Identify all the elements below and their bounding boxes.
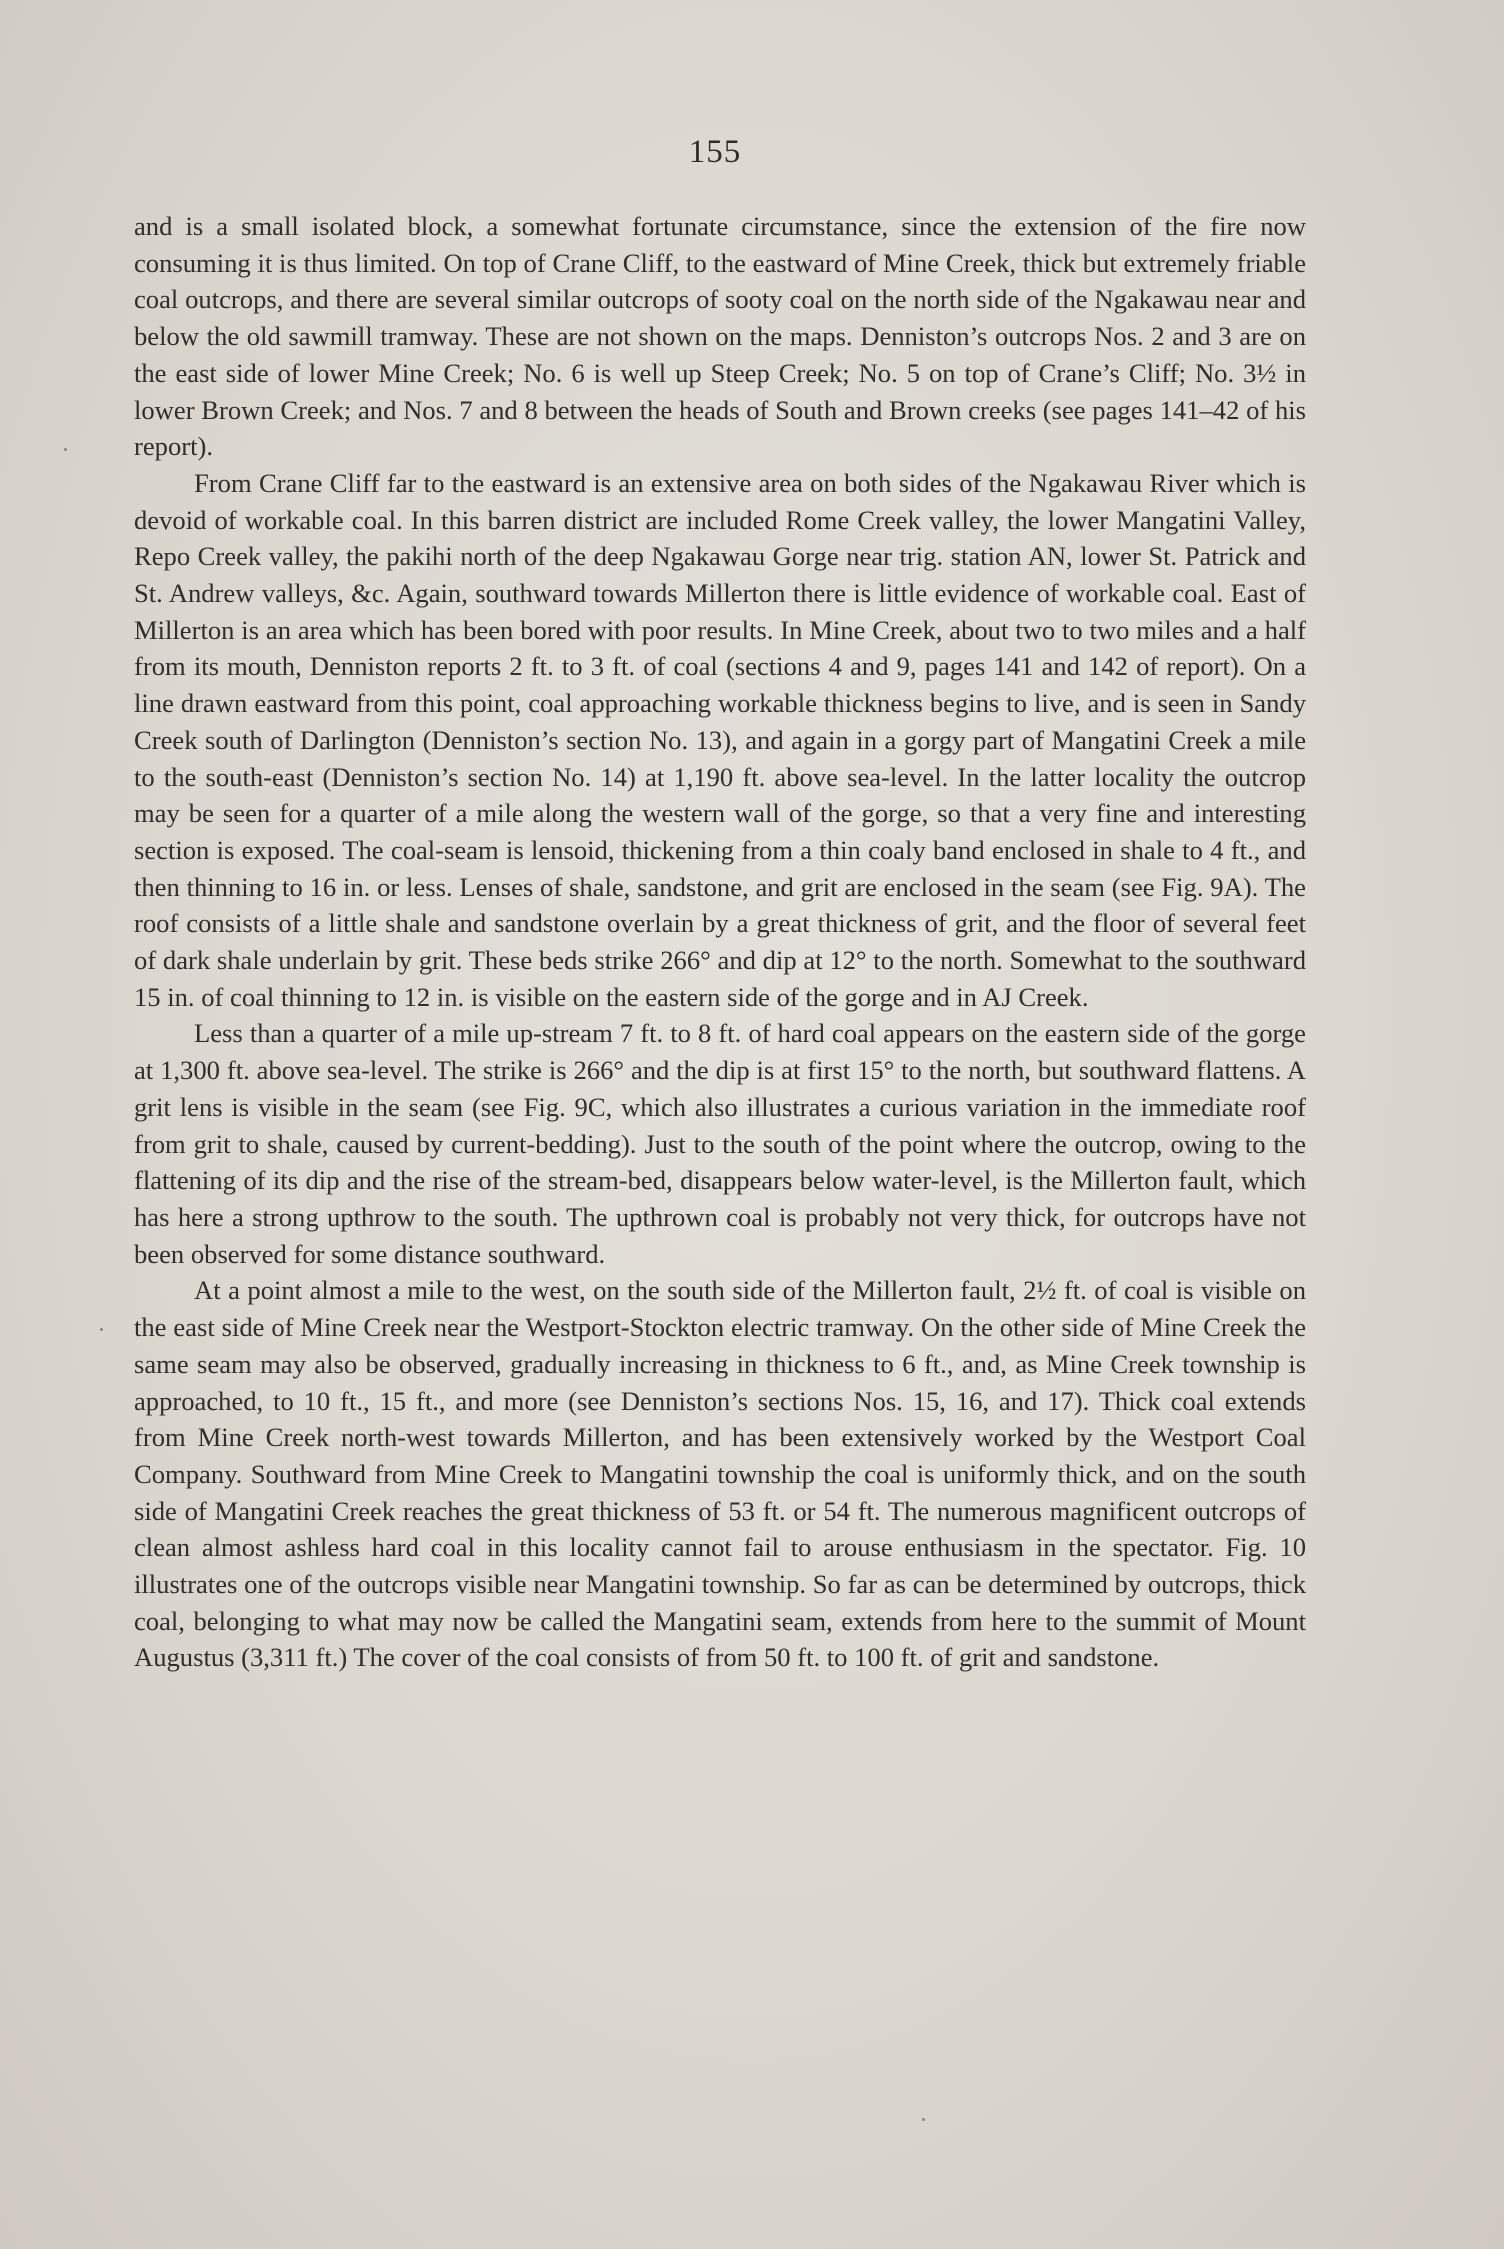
- paragraph-2: From Crane Cliff far to the eastward is an extensive area on both sides of the Ngakawau River which is devoid of workable coal. In this barren district are included Rome Creek valley, the lower Mangatini Valley, Repo Creek valley, the pakihi north of the deep Ngakawau Gorge near trig. station AN, lower St. Patrick and St. Andrew valleys, &c. Again, southward towards Millerton there is little evidence of workable coal. East of Millerton is an area which has been bored with poor results. In Mine Creek, about two to two miles and a half from its mouth, Denniston reports 2 ft. to 3 ft. of coal (sections 4 and 9, pages 141 and 142 of report). On a line drawn eastward from this point, coal approaching workable thickness begins to live, and is seen in Sandy Creek south of Darlington (Denniston’s section No. 13), and again in a gorgy part of Mangatini Creek a mile to the south-east (Denniston’s section No. 14) at 1,190 ft. above sea-level. In the latter locality the outcrop may be seen for a quarter of a mile along the western wall of the gorge, so that a very fine and interesting section is exposed. The coal-seam is lensoid, thickening from a thin coaly band enclosed in shale to 4 ft., and then thinning to 16 in. or less. Lenses of shale, sandstone, and grit are enclosed in the seam (see Fig. 9A). The roof consists of a little shale and sandstone overlain by a great thickness of grit, and the floor of several feet of dark shale underlain by grit. These beds strike 266° and dip at 12° to the north. Somewhat to the southward 15 in. of coal thinning to 12 in. is visible on the eastern side of the gorge and in AJ Creek.: [134, 467, 1306, 1012]
- paper-speck: [922, 2118, 925, 2121]
- page-number: 155: [688, 134, 742, 170]
- paragraph-1: and is a small isolated block, a somewhat fortunate circumstance, since the extension of the fire now consuming it is thus limited. On top of Crane Cliff, to the eastward of Mine Creek, thick but extremely friable coal outcrops, and there are several similar outcrops of sooty coal on the north side of the Ngakawau near and below the old sawmill tramway. These are not shown on the maps. Denniston’s outcrops Nos. 2 and 3 are on the east side of lower Mine Creek; No. 6 is well up Steep Creek; No. 5 on top of Crane’s Cliff; No. 3½ in lower Brown Creek; and Nos. 7 and 8 between the heads of South and Brown creeks (see pages 141–42 of his report).: [134, 211, 1306, 462]
- paper-speck: [64, 448, 67, 451]
- paragraph-4: At a point almost a mile to the west, on the south side of the Millerton fault, 2½ ft. of coal is visible on the east side of Mine Creek near the Westport-Stockton electric tramway. On the other side of Mine Creek the same seam may also be observed, gradually increasing in thickness to 6 ft., and, as Mine Creek township is approached, to 10 ft., 15 ft., and more (see Denniston’s sections Nos. 15, 16, and 17). Thick coal extends from Mine Creek north-west towards Millerton, and has been extensively worked by the Westport Coal Company. Southward from Mine Creek to Mangatini township the coal is uniformly thick, and on the south side of Mangatini Creek reaches the great thickness of 53 ft. or 54 ft. The numerous magnificent outcrops of clean almost ashless hard coal in this locality cannot fail to arouse enthusiasm in the spectator. Fig. 10 illustrates one of the outcrops visible near Mangatini township. So far as can be determined by outcrops, thick coal, belonging to what may now be called the Mangatini seam, extends from here to the summit of Mount Augustus (3,311 ft.) The cover of the coal consists of from 50 ft. to 100 ft. of grit and sandstone.: [134, 1275, 1306, 1673]
- paper-speck: [100, 1328, 103, 1331]
- body-text: [134, 208, 1306, 1676]
- paragraph-3: Less than a quarter of a mile up-stream 7 ft. to 8 ft. of hard coal appears on the eastern side of the gorge at 1,300 ft. above sea-level. The strike is 266° and the dip is at first 15° to the north, but southward flattens. A grit lens is visible in the seam (see Fig. 9C, which also illustrates a curious variation in the immediate roof from grit to shale, caused by current-bedding). Just to the south of the point where the outcrop, owing to the flattening of its dip and the rise of the stream-bed, disappears below water-level, is the Millerton fault, which has here a strong upthrow to the south. The upthrown coal is probably not very thick, for outcrops have not been observed for some distance southward.: [134, 1018, 1306, 1269]
